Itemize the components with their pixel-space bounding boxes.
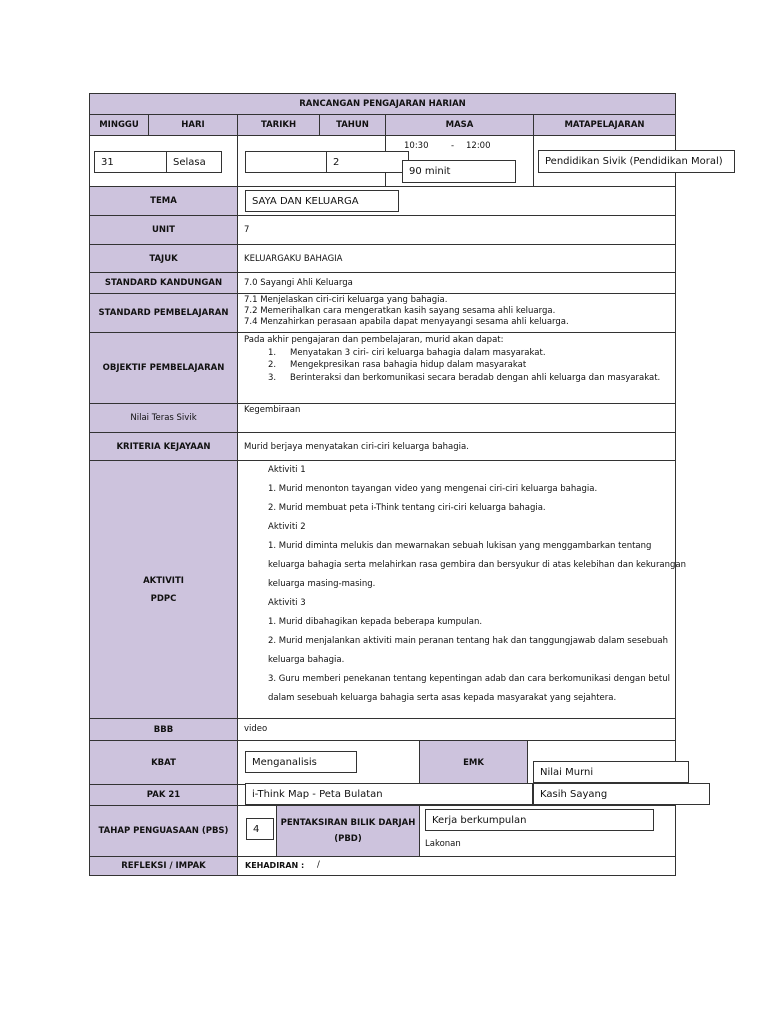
aktiviti-line: 2. Murid menjalankan aktiviti main peranan tentang hak dan tanggungjawab dalam sesebuah	[268, 636, 669, 646]
pbd-label	[276, 805, 420, 857]
pbd-value-2: Lakonan	[425, 839, 461, 849]
unit-value: 7	[237, 215, 676, 245]
objektif-item: 2. Mengekpresikan rasa bahagia hidup dalam masyarakat	[268, 360, 527, 370]
nilai-value: Kegembiraan	[237, 403, 676, 433]
tema-label: TEMA	[89, 186, 238, 216]
bbb-label: BBB	[89, 718, 238, 741]
tahun-field[interactable]: 2	[326, 151, 409, 173]
objektif-item: 1. Menyatakan 3 ciri- ciri keluarga bahagia dalam masyarakat.	[268, 347, 546, 358]
pbs-label: TAHAP PENGUASAAN (PBS)	[89, 805, 238, 857]
aktiviti-label	[89, 460, 238, 719]
emk-label: EMK	[419, 740, 528, 785]
masa-end: 12:00	[466, 141, 491, 151]
matapelajaran-field[interactable]: Pendidikan Sivik (Pendidikan Moral)	[538, 150, 735, 173]
objektif-label: OBJEKTIF PEMBELAJARAN	[89, 332, 238, 404]
objektif-value	[237, 332, 676, 404]
hari-field[interactable]: Selasa	[166, 151, 222, 173]
duration-field[interactable]: 90 minit	[402, 160, 516, 183]
pbd-title: PENTAKSIRAN BILIK DARJAH	[280, 818, 416, 828]
refleksi-label: REFLEKSI / IMPAK	[89, 856, 238, 876]
emk-field-2[interactable]: Kasih Sayang	[533, 783, 710, 805]
sk-label: STANDARD KANDUNGAN	[89, 272, 238, 294]
aktiviti-line: keluarga masing-masing.	[268, 579, 376, 589]
emk-field-1[interactable]: Nilai Murni	[533, 761, 689, 783]
masa-start: 10:30	[404, 141, 429, 151]
aktiviti-line: 3. Guru memberi penekanan tentang kepentingan adab dan cara berkomunikasi dengan betul	[268, 674, 670, 684]
pbd-subtitle: (PBD)	[334, 834, 362, 844]
sp-value	[237, 293, 676, 333]
kehadiran-slash: /	[317, 860, 320, 870]
kehadiran-label: KEHADIRAN :	[245, 861, 305, 870]
sp-line-3: 7.4 Menzahirkan perasaan apabila dapat menyayangi sesama ahli keluarga.	[244, 317, 569, 327]
sp-line-1: 7.1 Menjelaskan ciri-ciri keluarga yang bahagia.	[244, 295, 448, 305]
aktiviti-line: keluarga bahagia.	[268, 655, 345, 665]
aktiviti-line: 1. Murid dibahagikan kepada beberapa kumpulan.	[268, 617, 483, 627]
masa-dash: -	[451, 141, 455, 151]
sk-value: 7.0 Sayangi Ahli Keluarga	[237, 272, 676, 294]
aktiviti-line: 1. Murid menonton tayangan video yang mengenai ciri-ciri keluarga bahagia.	[268, 484, 598, 494]
header-hari: HARI	[148, 114, 238, 136]
sp-line-2: 7.2 Memerihalkan cara mengeratkan kasih sayang sesama ahli keluarga.	[244, 306, 556, 316]
sp-label: STANDARD PEMBELAJARAN	[89, 293, 238, 333]
aktiviti-line: 1. Murid diminta melukis dan mewarnakan sebuah lukisan yang menggambarkan tentang	[268, 541, 652, 551]
pbs-field[interactable]: 4	[246, 818, 274, 840]
aktiviti-title: AKTIVITI	[143, 575, 184, 586]
tajuk-value: KELUARGAKU BAHAGIA	[237, 244, 676, 273]
header-matapelajaran: MATAPELAJARAN	[533, 114, 676, 136]
tajuk-label: TAJUK	[89, 244, 238, 273]
nilai-label: Nilai Teras Sivik	[89, 403, 238, 433]
kriteria-value: Murid berjaya menyatakan ciri-ciri keluarga bahagia.	[237, 432, 676, 461]
bbb-value: video	[237, 718, 676, 741]
kbat-field[interactable]: Menganalisis	[245, 751, 357, 773]
header-minggu: MINGGU	[89, 114, 149, 136]
aktiviti-line: keluarga bahagia serta melahirkan rasa gembira dan bersyukur di atas kelebihan dan kekurangan	[268, 560, 687, 570]
tarikh-field[interactable]	[245, 151, 327, 173]
kriteria-label: KRITERIA KEJAYAAN	[89, 432, 238, 461]
header-tarikh: TARIKH	[237, 114, 320, 136]
unit-label: UNIT	[89, 215, 238, 245]
aktiviti-subtitle: PDPC	[150, 593, 177, 604]
minggu-field[interactable]: 31	[94, 151, 167, 173]
header-masa: MASA	[385, 114, 534, 136]
aktiviti-line: Aktiviti 2	[268, 522, 306, 532]
objektif-intro: Pada akhir pengajaran dan pembelajaran, murid akan dapat:	[244, 335, 504, 345]
tema-field[interactable]: SAYA DAN KELUARGA	[245, 190, 399, 212]
aktiviti-line: Aktiviti 3	[268, 598, 306, 608]
objektif-item: 3. Berinteraksi dan berkomunikasi secara beradab dengan ahli keluarga dan masyarakat.	[268, 372, 661, 383]
pak-label: PAK 21	[89, 784, 238, 806]
aktiviti-line: 2. Murid membuat peta i-Think tentang ciri-ciri keluarga bahagia.	[268, 503, 546, 513]
aktiviti-line: dalam sesebuah keluarga bahagia serta asas kepada masyarakat yang sejahtera.	[268, 693, 617, 703]
aktiviti-value	[237, 460, 687, 719]
pak-field[interactable]: i-Think Map - Peta Bulatan	[245, 783, 533, 805]
header-tahun: TAHUN	[319, 114, 386, 136]
plan-title: RANCANGAN PENGAJARAN HARIAN	[89, 93, 676, 115]
aktiviti-line: Aktiviti 1	[268, 465, 306, 475]
pbd-field-1[interactable]: Kerja berkumpulan	[425, 809, 654, 831]
kbat-label: KBAT	[89, 740, 238, 785]
